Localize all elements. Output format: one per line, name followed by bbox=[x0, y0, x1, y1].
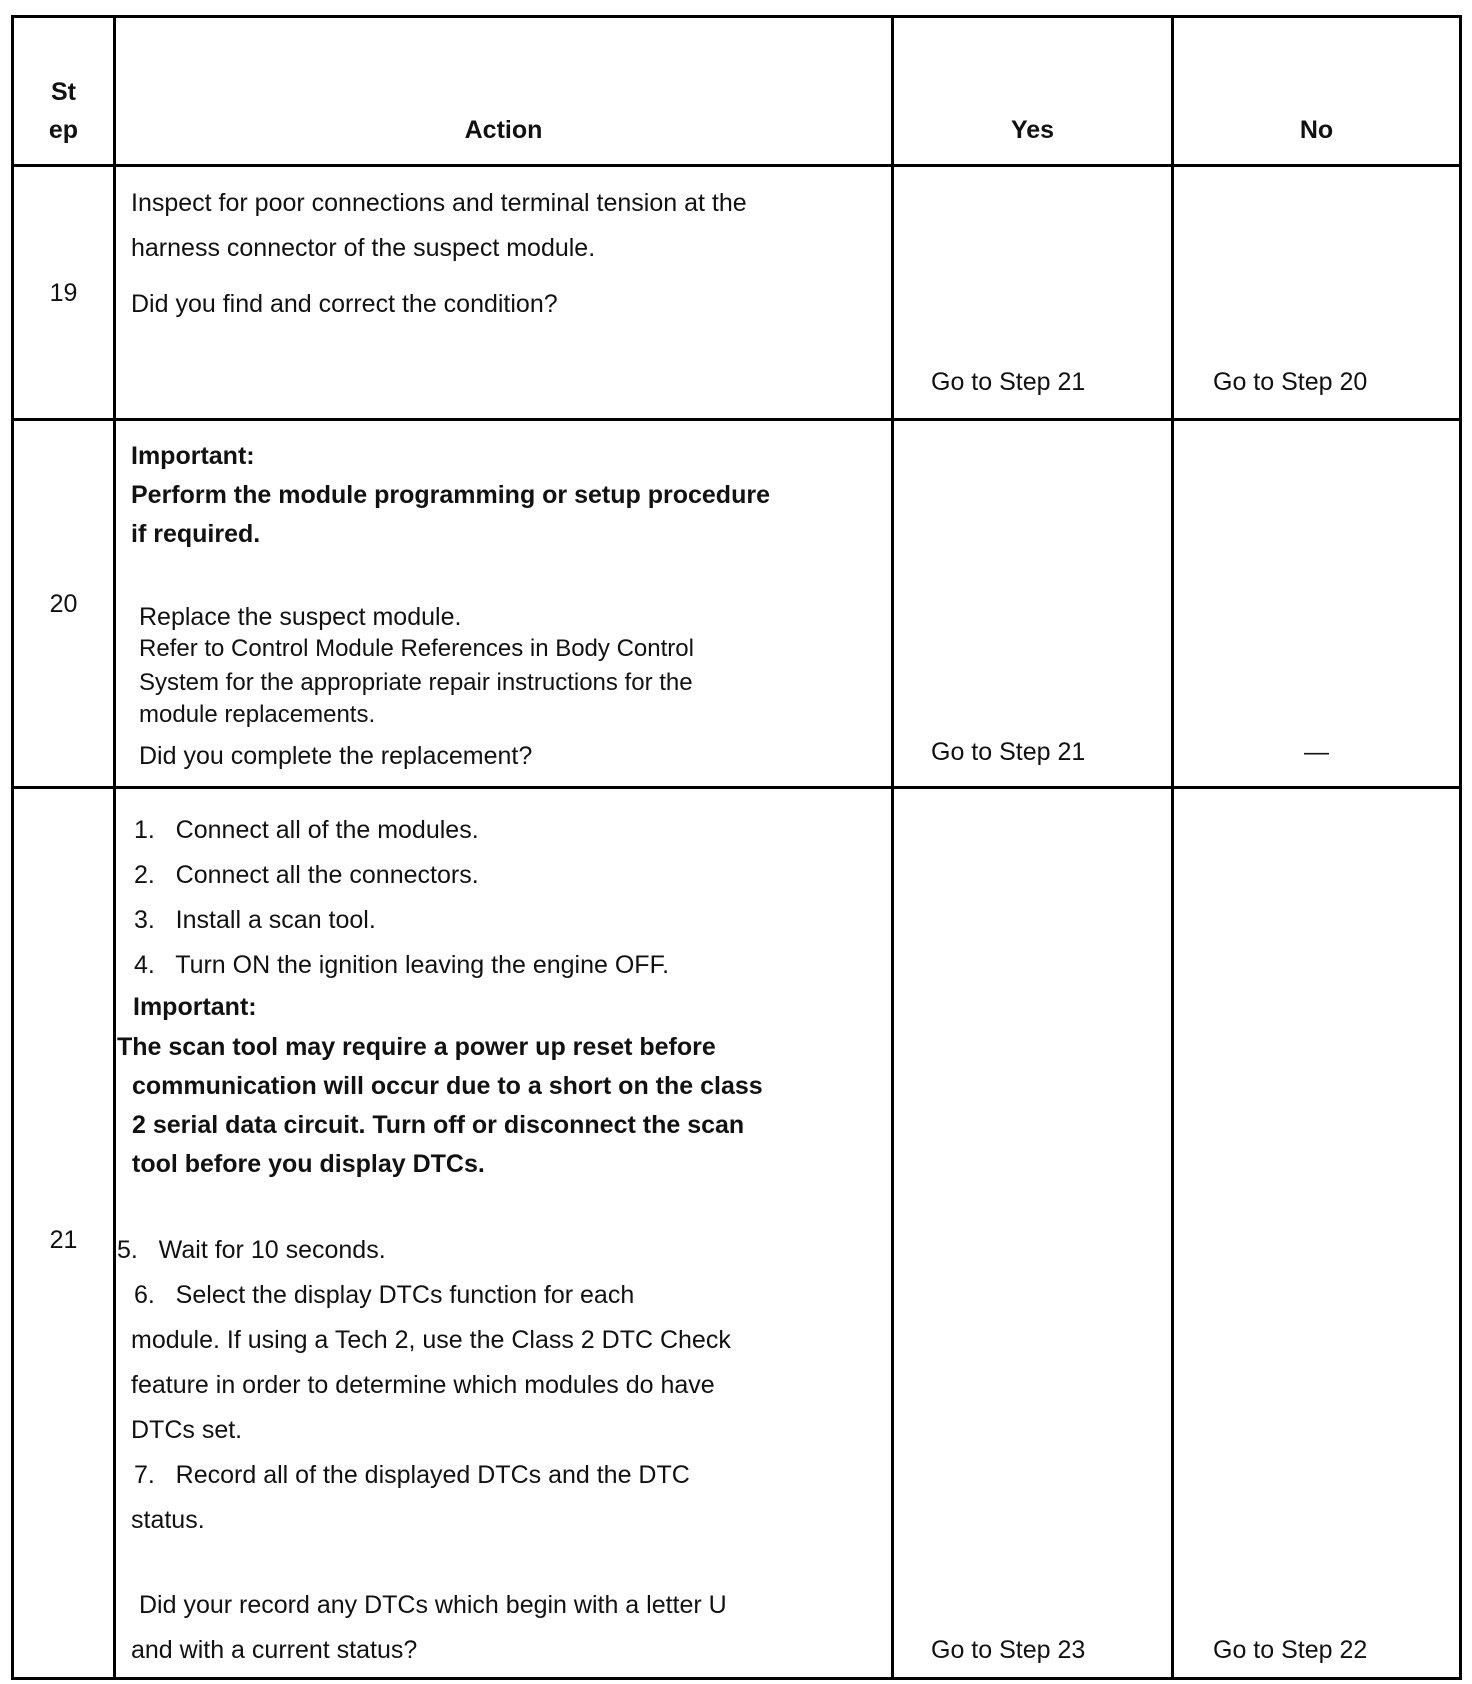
row20-action-line1: Replace the suspect module. bbox=[139, 603, 462, 631]
row21-important-label: Important: bbox=[133, 993, 257, 1021]
row20-action-line4: module replacements. bbox=[139, 701, 376, 728]
row21-yes: Go to Step 23 bbox=[931, 1636, 1086, 1664]
row20-action-line2: Refer to Control Module References in Body Control bbox=[139, 635, 694, 662]
row21-step-5: 5. Wait for 10 seconds. bbox=[117, 1236, 386, 1264]
row21-step-6-line2: module. If using a Tech 2, use the Class 2 DTC Check bbox=[131, 1326, 731, 1354]
row21-step-1: 1. Connect all of the modules. bbox=[134, 816, 479, 844]
header-yes: Yes bbox=[1010, 116, 1055, 144]
row21-important-line3: 2 serial data circuit. Turn off or disconnect the scan bbox=[132, 1111, 745, 1139]
row20-action-line3: System for the appropriate repair instructions for the bbox=[139, 669, 693, 696]
row21-step-6-line1: 6. Select the display DTCs function for each bbox=[134, 1281, 635, 1309]
row21-step-3: 3. Install a scan tool. bbox=[134, 906, 376, 934]
column-divider bbox=[1171, 15, 1174, 1680]
row21-step-6-line3: feature in order to determine which modules do have bbox=[131, 1371, 715, 1399]
row21-important-line4: tool before you display DTCs. bbox=[132, 1150, 485, 1178]
row19-yes: Go to Step 21 bbox=[931, 368, 1086, 396]
row19-no: Go to Step 20 bbox=[1213, 368, 1368, 396]
row21-no: Go to Step 22 bbox=[1213, 1636, 1368, 1664]
row21-step-7-line2: status. bbox=[131, 1506, 205, 1534]
table-border-left bbox=[11, 15, 14, 1680]
row20-important-line1: Perform the module programming or setup procedure bbox=[131, 481, 770, 509]
row19-action-line2: harness connector of the suspect module. bbox=[131, 234, 596, 262]
row21-step-4: 4. Turn ON the ignition leaving the engine OFF. bbox=[134, 951, 670, 979]
header-step-line2: ep bbox=[48, 116, 79, 144]
row19-question: Did you find and correct the condition? bbox=[131, 290, 558, 318]
table-border-top bbox=[11, 15, 1462, 18]
row20-yes: Go to Step 21 bbox=[931, 738, 1086, 766]
row21-question-line1: Did your record any DTCs which begin with a letter U bbox=[139, 1591, 727, 1619]
row21-important-line2: communication will occur due to a short on the class bbox=[132, 1072, 763, 1100]
table-border-bottom bbox=[11, 1677, 1462, 1680]
step-number-21: 21 bbox=[49, 1226, 78, 1254]
step-number-19: 19 bbox=[49, 279, 78, 307]
row19-action-line1: Inspect for poor connections and terminal tension at the bbox=[131, 189, 747, 217]
row-divider bbox=[11, 164, 1462, 167]
header-action: Action bbox=[464, 116, 543, 144]
row21-question-line2: and with a current status? bbox=[131, 1636, 418, 1664]
row-divider bbox=[11, 786, 1462, 789]
row20-important-line2: if required. bbox=[131, 520, 261, 548]
row20-question: Did you complete the replacement? bbox=[139, 742, 533, 770]
column-divider bbox=[113, 15, 116, 1680]
column-divider bbox=[891, 15, 894, 1680]
row-divider bbox=[11, 418, 1462, 421]
row21-step-6-line4: DTCs set. bbox=[131, 1416, 243, 1444]
row21-step-2: 2. Connect all the connectors. bbox=[134, 861, 479, 889]
header-no: No bbox=[1299, 116, 1334, 144]
row21-step-7-line1: 7. Record all of the displayed DTCs and the DTC bbox=[134, 1461, 690, 1489]
row20-important-label: Important: bbox=[131, 442, 255, 470]
table-border-right bbox=[1459, 15, 1462, 1680]
step-number-20: 20 bbox=[49, 590, 78, 618]
header-step-line1: St bbox=[51, 78, 76, 106]
row20-no: — bbox=[1304, 738, 1329, 766]
row21-important-line1: The scan tool may require a power up reset before bbox=[117, 1033, 716, 1061]
